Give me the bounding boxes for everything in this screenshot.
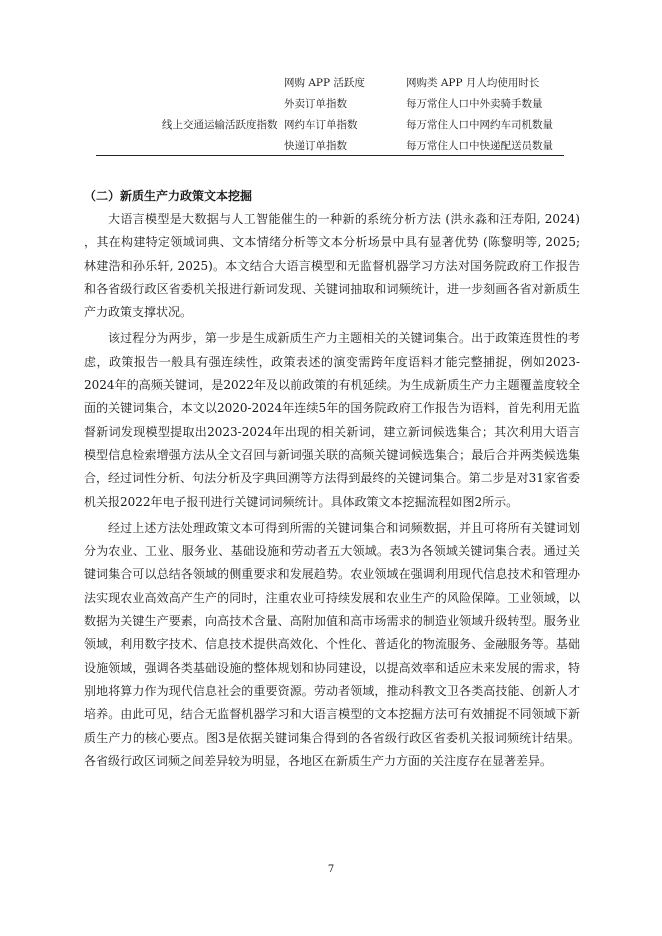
- paragraph: 经过上述方法处理政策文本可得到所需的关键词集合和词频数据，并且可将所有关键词划分为农业、工业、服务业、基础设施和劳动者五大领域。表3为各领域关键词集合表。通过关键词集合可以总结各领域的侧重要求和发展趋势。农业领域在强调利用现代信息技术和管理办法实现农业高效高产生产的同时，注重农业可持续发展和农业生产的风险保障。工业领域，以数据为关键生产要素，向高技术含量、高附加值和高市场需求的制造业领域升级转型。服务业领域，利用数字技术、信息技术提供高效化、个性化、普适化的物流服务、金融服务等。基础设施领域，强调各类基础设施的整体规划和协同建设，以提高效率和适应未来发展的需求，特别地将算力作为现代信息社会的重要资源。劳动者领域，推动科教文卫各类高技能、创新人才培养。由此可见，结合无监督机器学习和大语言模型的文本挖掘方法可有效捕捉不同领域下新质生产力的核心要点。图3是依据关键词集合得到的各省级行政区省委机关报词频统计结果。各省级行政区词频之间差异较为明显，各地区在新质生产力方面的关注度存在显著差异。: [84, 520, 580, 768]
- section-heading: （二）新质生产力政策文本挖掘: [84, 189, 253, 203]
- indicator-name: 网约车订单指数: [284, 119, 358, 131]
- indicator-table: [96, 72, 564, 156]
- section-body: [84, 208, 580, 776]
- paragraph: 该过程分为两步，第一步是生成新质生产力主题相关的关键词集合。出于政策连贯性的考虑，政策报告一般具有强连续性，政策表述的演变需跨年度语料才能完整捕捉，例如2023-2024年的高频关键词，是2022年及以前政策的有机延续。为生成新质生产力主题覆盖度较全面的关键词集合，本文以2020-2024年连续5年的国务院政府工作报告为语料，首先利用无监督新词发现模型提取出2023-2024年出现的相关新词，建立新词候选集合；其次利用大语言模型信息检索增强方法从全文召回与新词强关联的高频关键词候选集合；最后合并两类候选集合，经过词性分析、句法分析及字典回溯等方法得到最终的关键词集合。第二步是对31家省委机关报2022年电子报刊进行关键词词频统计。具体政策文本挖掘流程如图2所示。: [84, 331, 580, 509]
- indicator-name: 外卖订单指数: [284, 98, 347, 110]
- indicator-name: 快递订单指数: [284, 140, 347, 152]
- indicator-measure: 每万常住人口中网约车司机数量: [406, 119, 553, 131]
- table-bottom-rule: [96, 155, 564, 156]
- indicator-measure: 每万常住人口中快递配送员数量: [406, 140, 553, 152]
- indicator-name: 网购 APP 活跃度: [284, 77, 365, 89]
- table-row: [96, 72, 564, 93]
- table-row: [96, 135, 564, 156]
- table-row: [96, 93, 564, 114]
- table-group-label: 线上交通运输活跃度指数: [162, 119, 278, 131]
- paragraph: 大语言模型是大数据与人工智能催生的一种新的系统分析方法 (洪永淼和汪寿阳, 2024) ，其在构建特定领域词典、文本情绪分析等文本分析场景中具有显著优势 (陈黎明等, 2025; 林建浩和孙乐轩, 2025)。本文结合大语言模型和无监督机器学习方法对国务院政府工作报告和各省级行政区省委机关报进行新词发现、关键词抽取和词频统计，进一步刻画各省对新质生产力政策支撑状况。: [84, 212, 580, 320]
- page-number: 7: [327, 864, 335, 875]
- indicator-measure: 每万常住人口中外卖骑手数量: [406, 98, 543, 110]
- indicator-measure: 网购类 APP 月人均使用时长: [406, 77, 540, 89]
